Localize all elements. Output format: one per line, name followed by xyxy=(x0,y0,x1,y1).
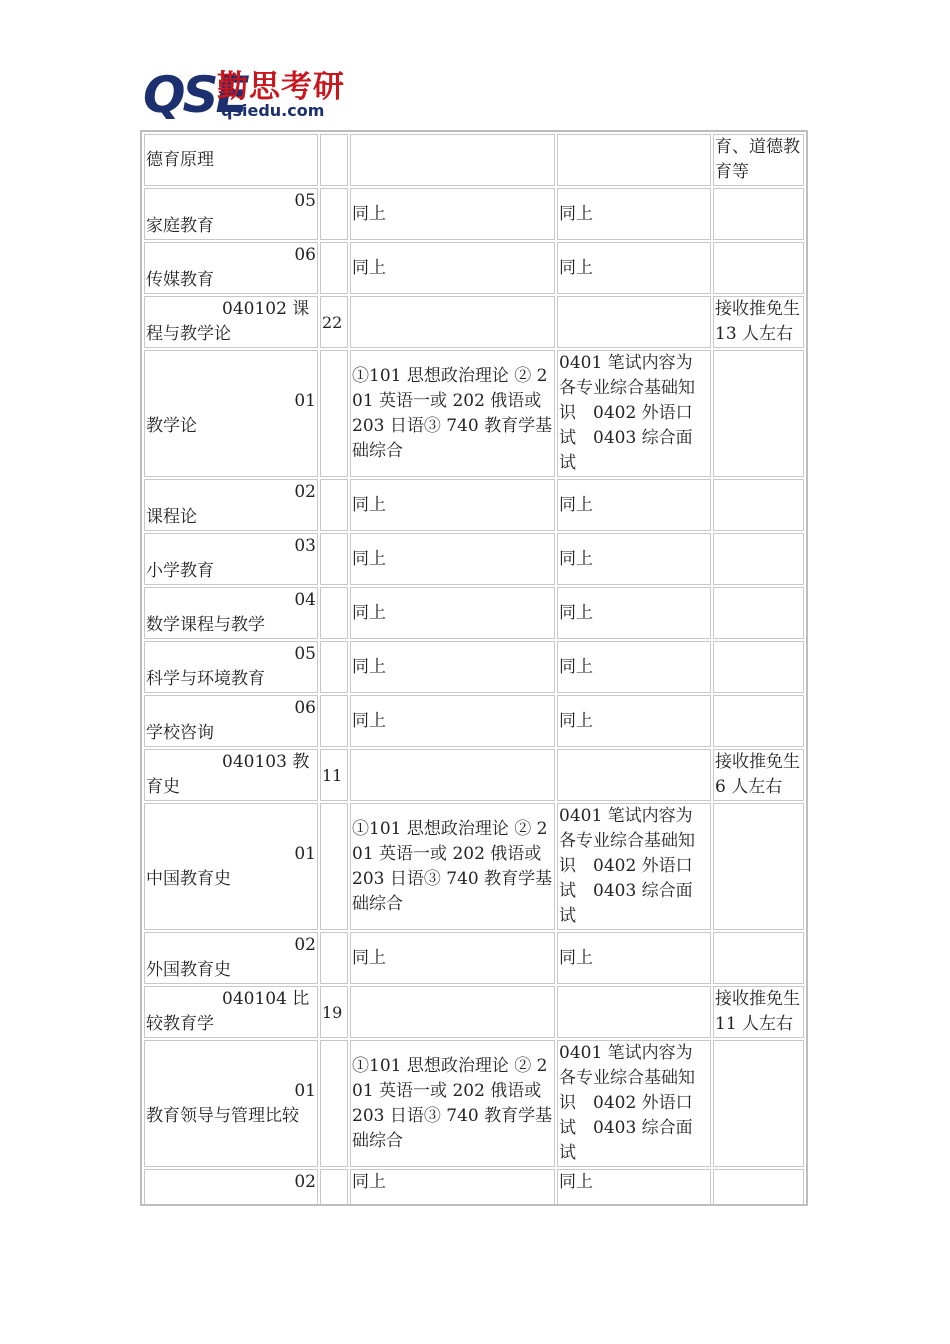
exam-cell xyxy=(350,986,555,1038)
count-cell xyxy=(320,479,348,531)
table-row xyxy=(144,587,804,639)
exam-cell: ①101 思想政治理论 ② 201 英语一或 202 俄语或 203 日语③ 740 教育学基础综合 xyxy=(350,803,555,930)
major-name: 程与教学论 xyxy=(146,324,231,344)
exam-cell: 同上 xyxy=(350,188,555,240)
exam-cell xyxy=(350,296,555,348)
exam-cell: 同上 xyxy=(350,641,555,693)
table-row xyxy=(144,1040,804,1167)
major-code: 01 xyxy=(294,1080,316,1101)
exam-cell: 同上 xyxy=(350,242,555,294)
count-cell: 19 xyxy=(320,986,348,1038)
remark-cell: 接收推免生 13 人左右 xyxy=(713,296,804,348)
exam-cell xyxy=(350,749,555,801)
remark-cell xyxy=(713,479,804,531)
note-cell xyxy=(557,986,711,1038)
remark-cell: 接收推免生 6 人左右 xyxy=(713,749,804,801)
remark-cell xyxy=(713,695,804,747)
major-name: 家庭教育 xyxy=(146,216,214,236)
exam-cell: 同上 xyxy=(350,587,555,639)
exam-cell: ①101 思想政治理论 ② 201 英语一或 202 俄语或 203 日语③ 740 教育学基础综合 xyxy=(350,1040,555,1167)
logo-name: 勤思考研 xyxy=(217,69,345,105)
major-name: 育史 xyxy=(146,777,180,797)
note-cell: 0401 笔试内容为各专业综合基础知识 0402 外语口试 0403 综合面试 xyxy=(557,803,711,930)
note-cell: 同上 xyxy=(557,188,711,240)
major-name: 德育原理 xyxy=(146,149,214,170)
count-cell xyxy=(320,641,348,693)
major-cell xyxy=(144,296,318,348)
major-code: 03 xyxy=(294,536,316,556)
count-cell xyxy=(320,188,348,240)
remark-cell xyxy=(713,932,804,984)
remark-cell: 育、道德教育等 xyxy=(713,134,804,186)
major-cell xyxy=(144,533,318,585)
note-cell xyxy=(557,134,711,186)
major-cell xyxy=(144,1040,318,1167)
table-row xyxy=(144,803,804,930)
note-cell xyxy=(557,296,711,348)
count-cell xyxy=(320,350,348,477)
table-row xyxy=(144,533,804,585)
remark-cell xyxy=(713,803,804,930)
major-cell xyxy=(144,986,318,1038)
table-row xyxy=(144,932,804,984)
remark-cell xyxy=(713,1169,804,1206)
exam-cell: 同上 xyxy=(350,479,555,531)
major-cell xyxy=(144,188,318,240)
logo-mark: QSE xyxy=(143,66,247,124)
major-name: 外国教育史 xyxy=(146,960,231,980)
count-cell xyxy=(320,242,348,294)
major-cell xyxy=(144,749,318,801)
logo-url: qsiedu.com xyxy=(221,101,325,120)
table-row xyxy=(144,1169,804,1206)
table-row xyxy=(144,296,804,348)
major-code: 06 xyxy=(294,245,316,265)
major-code: 02 xyxy=(294,1172,316,1192)
note-cell: 同上 xyxy=(557,587,711,639)
major-code: 05 xyxy=(294,644,316,664)
count-cell xyxy=(320,1169,348,1206)
note-cell: 同上 xyxy=(557,1169,711,1206)
table-row xyxy=(144,188,804,240)
table-row xyxy=(144,134,804,186)
exam-cell: 同上 xyxy=(350,695,555,747)
admissions-table xyxy=(142,132,806,1206)
exam-cell: 同上 xyxy=(350,1169,555,1206)
major-name: 教学论 xyxy=(146,415,197,436)
remark-cell xyxy=(713,188,804,240)
table-row xyxy=(144,479,804,531)
major-name: 中国教育史 xyxy=(146,868,231,889)
remark-cell xyxy=(713,1040,804,1167)
count-cell xyxy=(320,695,348,747)
exam-cell: 同上 xyxy=(350,932,555,984)
note-cell: 同上 xyxy=(557,695,711,747)
major-code: 040103 教 xyxy=(222,752,310,772)
count-cell xyxy=(320,587,348,639)
count-cell xyxy=(320,1040,348,1167)
major-code: 05 xyxy=(294,191,316,211)
major-cell xyxy=(144,587,318,639)
major-code: 01 xyxy=(294,843,316,864)
table-row xyxy=(144,641,804,693)
note-cell: 0401 笔试内容为各专业综合基础知识 0402 外语口试 0403 综合面试 xyxy=(557,1040,711,1167)
note-cell: 同上 xyxy=(557,242,711,294)
remark-cell xyxy=(713,587,804,639)
major-cell xyxy=(144,695,318,747)
table-row xyxy=(144,242,804,294)
count-cell xyxy=(320,803,348,930)
major-cell xyxy=(144,350,318,477)
major-code: 040102 课 xyxy=(222,299,310,319)
major-name: 小学教育 xyxy=(146,561,214,581)
exam-cell: ①101 思想政治理论 ② 201 英语一或 202 俄语或 203 日语③ 740 教育学基础综合 xyxy=(350,350,555,477)
major-name: 科学与环境教育 xyxy=(146,669,265,689)
major-name: 学校咨询 xyxy=(146,723,214,743)
remark-cell xyxy=(713,242,804,294)
major-name: 课程论 xyxy=(146,507,197,527)
major-cell xyxy=(144,932,318,984)
major-code: 02 xyxy=(294,482,316,502)
qsiedu-logo xyxy=(143,66,353,124)
major-cell xyxy=(144,479,318,531)
exam-cell xyxy=(350,134,555,186)
count-cell: 11 xyxy=(320,749,348,801)
note-cell: 同上 xyxy=(557,479,711,531)
count-cell: 22 xyxy=(320,296,348,348)
remark-cell xyxy=(713,641,804,693)
count-cell xyxy=(320,134,348,186)
note-cell xyxy=(557,749,711,801)
exam-cell: 同上 xyxy=(350,533,555,585)
major-cell xyxy=(144,803,318,930)
major-code: 040104 比 xyxy=(222,989,310,1009)
remark-cell xyxy=(713,533,804,585)
major-code: 02 xyxy=(294,935,316,955)
major-cell xyxy=(144,641,318,693)
note-cell: 同上 xyxy=(557,641,711,693)
major-cell xyxy=(144,1169,318,1206)
major-name: 传媒教育 xyxy=(146,270,214,290)
note-cell: 同上 xyxy=(557,533,711,585)
major-cell xyxy=(144,134,318,186)
major-code: 06 xyxy=(294,698,316,718)
table-row xyxy=(144,350,804,477)
count-cell xyxy=(320,932,348,984)
major-code: 04 xyxy=(294,590,316,610)
remark-cell: 接收推免生 11 人左右 xyxy=(713,986,804,1038)
table-row xyxy=(144,695,804,747)
major-code: 01 xyxy=(294,390,316,411)
major-cell xyxy=(144,242,318,294)
remark-cell xyxy=(713,350,804,477)
major-name: 较教育学 xyxy=(146,1014,214,1034)
count-cell xyxy=(320,533,348,585)
table-row xyxy=(144,749,804,801)
major-name: 教育领导与管理比较 xyxy=(146,1105,299,1126)
major-name: 数学课程与教学 xyxy=(146,615,265,635)
admissions-table-frame xyxy=(140,130,808,1206)
note-cell: 同上 xyxy=(557,932,711,984)
table-row xyxy=(144,986,804,1038)
note-cell: 0401 笔试内容为各专业综合基础知识 0402 外语口试 0403 综合面试 xyxy=(557,350,711,477)
